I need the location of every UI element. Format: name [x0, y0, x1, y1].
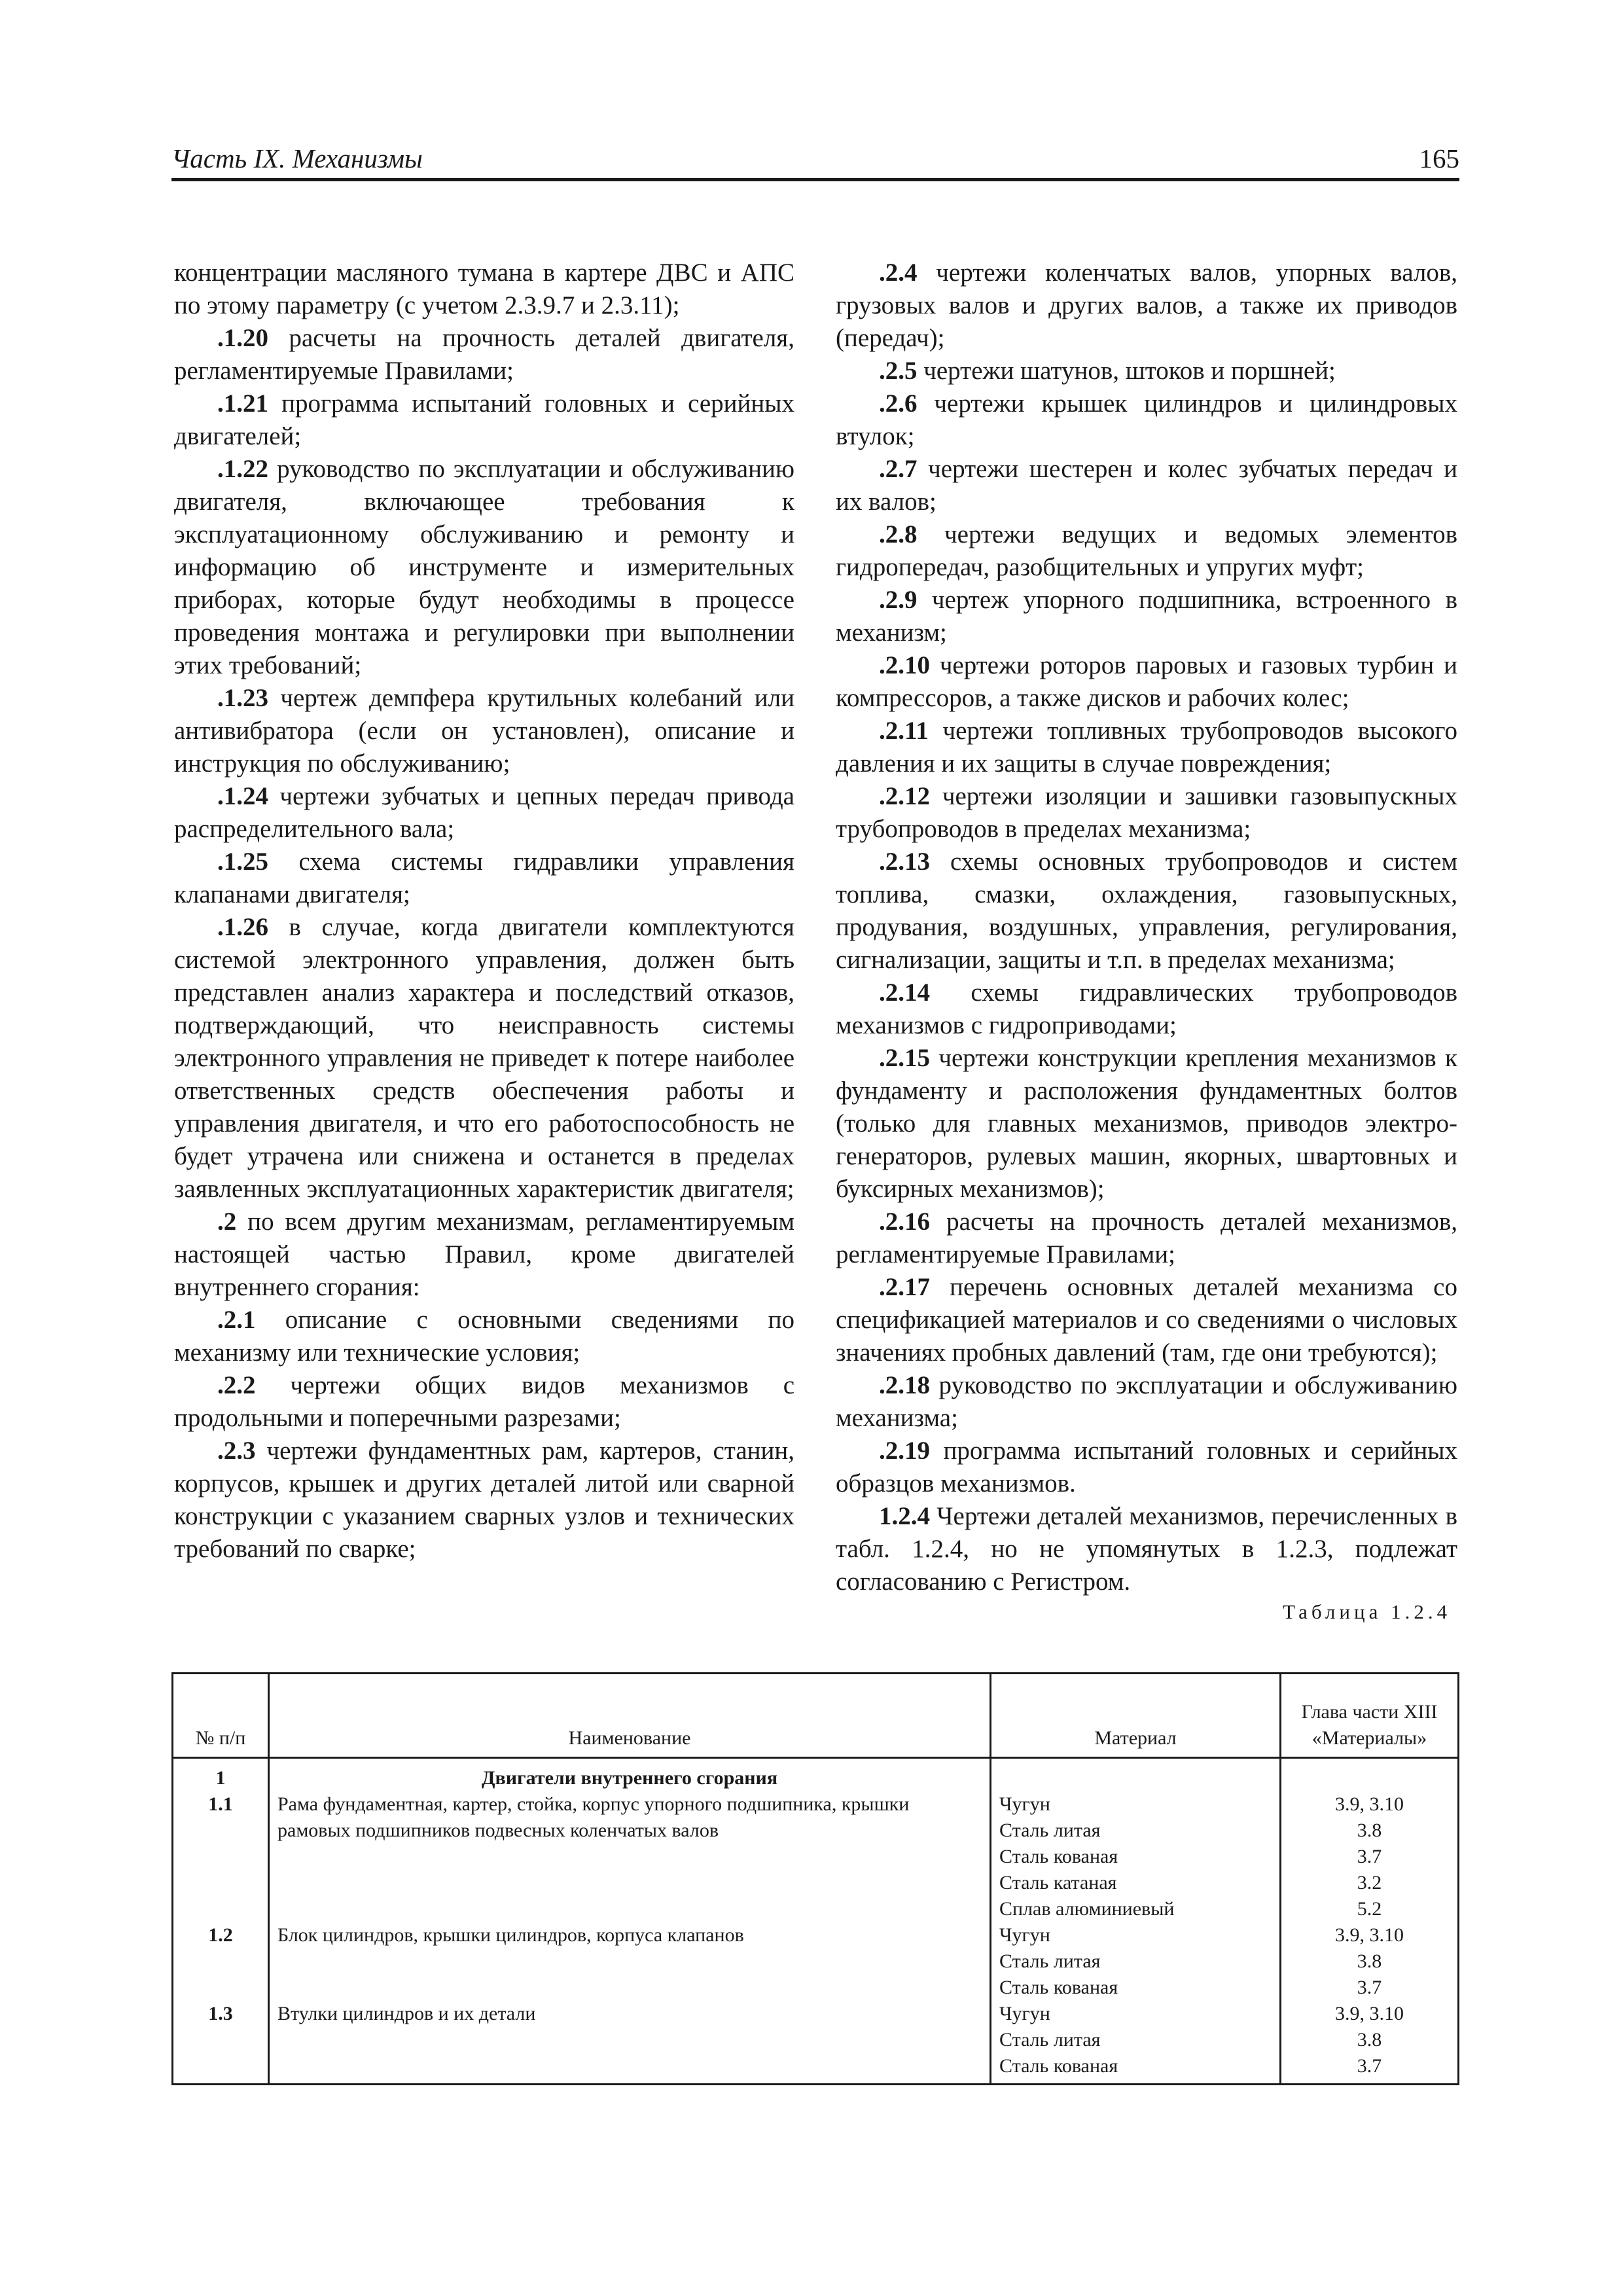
- row-material: Сталь кованая: [991, 2053, 1281, 2085]
- paragraph: .2.11 чертежи топливных трубопроводов высокого давления и их защиты в случае повреждения;: [836, 717, 1457, 778]
- paragraph: .1.24 чертежи зубчатых и цепных передач привода распределительного вала;: [174, 782, 794, 843]
- row-chapter: 3.8: [1281, 1818, 1459, 1844]
- row-chapter: 3.7: [1281, 1844, 1459, 1870]
- paragraph: .2.1 описание с основными сведениями по механизму или технические условия;: [174, 1306, 794, 1367]
- header-chapter: Глава части XIII «Материалы»: [1281, 1674, 1459, 1758]
- row-num: 1.3: [173, 2001, 269, 2085]
- paragraph: .2.19 программа испытаний головных и серийных образцов механизмов.: [836, 1437, 1457, 1498]
- paragraph: .2.16 расчеты на прочность деталей механизмов, регламентируемые Правилами;: [836, 1208, 1457, 1268]
- row-chapter: 3.7: [1281, 2053, 1459, 2085]
- row-material: Сталь кованая: [991, 1975, 1281, 2001]
- paragraph: .2.14 схемы гидравлических трубопроводов механизмов с гидроприводами;: [836, 978, 1457, 1039]
- row-chapter: 3.8: [1281, 2027, 1459, 2053]
- paragraph: .2.3 чертежи фундаментных рам, картеров, станин, корпусов, крышек и других деталей литой или сварной конструкции с указанием сварных узлов и технических требований по сварке;: [174, 1437, 794, 1563]
- row-chapter: 3.7: [1281, 1975, 1459, 2001]
- paragraph: .2.18 руководство по эксплуатации и обслуживанию механизма;: [836, 1371, 1457, 1432]
- header-num: № п/п: [173, 1674, 269, 1758]
- row-material: Чугун: [991, 1791, 1281, 1818]
- row-material: Сталь литая: [991, 2027, 1281, 2053]
- paragraph: .1.21 программа испытаний головных и серийных двигателей;: [174, 389, 794, 450]
- paragraph: .2.17 перечень основных деталей механизма со спецификацией материалов и со сведениями о числовых значениях пробных давлений (там, где они требуются);: [836, 1273, 1457, 1367]
- row-chapter: 3.9, 3.10: [1281, 1922, 1459, 1948]
- paragraph: .2 по всем другим механизмам, регламентируемым настоящей частью Правил, кроме двигателей внутреннего сгорания:: [174, 1208, 794, 1301]
- page-header: [171, 139, 1459, 181]
- row-material: Чугун: [991, 2001, 1281, 2027]
- row-chapter: 3.9, 3.10: [1281, 2001, 1459, 2027]
- row-num: 1.1: [173, 1791, 269, 1922]
- paragraph: .2.6 чертежи крышек цилиндров и цилиндровых втулок;: [836, 389, 1457, 450]
- row-name: Рама фундаментная, картер, стойка, корпус упорного подшипника, крышки рамовых подшипников подвесных коленчатых валов: [269, 1791, 991, 1922]
- row-chapter: 5.2: [1281, 1896, 1459, 1922]
- paragraph: .2.15 чертежи конструкции крепления механизмов к фундаменту и расположения фундаментных болтов (только для главных механизмов, приводов электро-генераторов, рулевых машин, якорных, швартовных и буксирных механизмов);: [836, 1044, 1457, 1203]
- row-name: Блок цилиндров, крышки цилиндров, корпуса клапанов: [269, 1922, 991, 2001]
- paragraph: .2.13 схемы основных трубопроводов и систем топлива, смазки, охлаждения, газовыпускных, продувания, воздушных, управления, регулирования, сигнализации, защиты и т.п. в пределах механизма;: [836, 848, 1457, 974]
- row-chapter: 3.8: [1281, 1948, 1459, 1975]
- paragraph: .1.22 руководство по эксплуатации и обслуживанию двигателя, включающее требования к эксплуатационному обслуживанию и ремонту и информацию об инструменте и измерительных приборах, которые будут необходимы в процессе проведения монтажа и регулировки при выполнении этих требований;: [174, 455, 794, 679]
- row-name: Втулки цилиндров и их детали: [269, 2001, 991, 2085]
- paragraph: .1.25 схема системы гидравлики управления клапанами двигателя;: [174, 848, 794, 908]
- paragraph: концентрации масляного тумана в картере ДВС и АПС по этому параметру (с учетом 2.3.9.7 и 2.3.11);: [174, 259, 794, 319]
- paragraph: .1.26 в случае, когда двигатели комплектуются системой электронного управления, должен быть представлен анализ характера и последствий отказов, подтверждающий, что неисправность системы электронного управления не приведет к потере наиболее ответственных средств обеспечения работы и управления двигателя, и что его работоспособность не будет утрачена или снижена и останется в пределах заявленных эксплуатационных характеристик двигателя;: [174, 913, 794, 1203]
- table-row: [173, 1791, 1459, 1818]
- paragraph: 1.2.4 Чертежи деталей механизмов, перечисленных в табл. 1.2.4, но не упомянутых в 1.2.3, подлежат согласованию с Регистром.: [836, 1502, 1457, 1596]
- paragraph: .2.9 чертеж упорного подшипника, встроенного в механизм;: [836, 586, 1457, 647]
- section-title: Двигатели внутреннего сгорания: [269, 1758, 991, 1792]
- page-number: 165: [1419, 143, 1459, 173]
- right-column: [836, 257, 1457, 1598]
- row-material: Сталь литая: [991, 1948, 1281, 1975]
- row-material: Сталь катаная: [991, 1870, 1281, 1896]
- paragraph: .2.7 чертежи шестерен и колес зубчатых передач и их валов;: [836, 455, 1457, 516]
- paragraph: .1.23 чертеж демпфера крутильных колебаний или антивибратора (если он установлен), описание и инструкция по обслуживанию;: [174, 684, 794, 778]
- paragraph: .1.20 расчеты на прочность деталей двигателя, регламентируемые Правилами;: [174, 324, 794, 385]
- section-num: 1: [173, 1758, 269, 1792]
- row-material: Сталь литая: [991, 1818, 1281, 1844]
- running-title: Часть IX. Механизмы: [171, 143, 423, 173]
- row-material: Сталь кованая: [991, 1844, 1281, 1870]
- row-chapter: 3.2: [1281, 1870, 1459, 1896]
- table-row: [173, 2001, 1459, 2027]
- paragraph: .2.10 чертежи роторов паровых и газовых турбин и компрессоров, а также дисков и рабочих колес;: [836, 651, 1457, 712]
- row-material: Чугун: [991, 1922, 1281, 1948]
- table-row: [173, 1758, 1459, 1792]
- row-material: Сплав алюминиевый: [991, 1896, 1281, 1922]
- data-table: [171, 1672, 1459, 2085]
- left-column: [174, 257, 794, 1566]
- paragraph: .2.5 чертежи шатунов, штоков и поршней;: [879, 357, 1336, 385]
- table-caption: Таблица 1.2.4: [1283, 1600, 1452, 1623]
- header-name: Наименование: [269, 1674, 991, 1758]
- table-row: [173, 1922, 1459, 1948]
- paragraph: .2.12 чертежи изоляции и зашивки газовыпускных трубопроводов в пределах механизма;: [836, 782, 1457, 843]
- paragraph: .2.8 чертежи ведущих и ведомых элементов гидропередач, разобщительных и упругих муфт;: [836, 520, 1457, 581]
- row-num: 1.2: [173, 1922, 269, 2001]
- paragraph: .2.2 чертежи общих видов механизмов с продольными и поперечными разрезами;: [174, 1371, 794, 1432]
- paragraph: .2.4 чертежи коленчатых валов, упорных валов, грузовых валов и других валов, а также их приводов (передач);: [836, 259, 1457, 352]
- row-chapter: 3.9, 3.10: [1281, 1791, 1459, 1818]
- table-header-row: [173, 1674, 1459, 1758]
- header-material: Материал: [991, 1674, 1281, 1758]
